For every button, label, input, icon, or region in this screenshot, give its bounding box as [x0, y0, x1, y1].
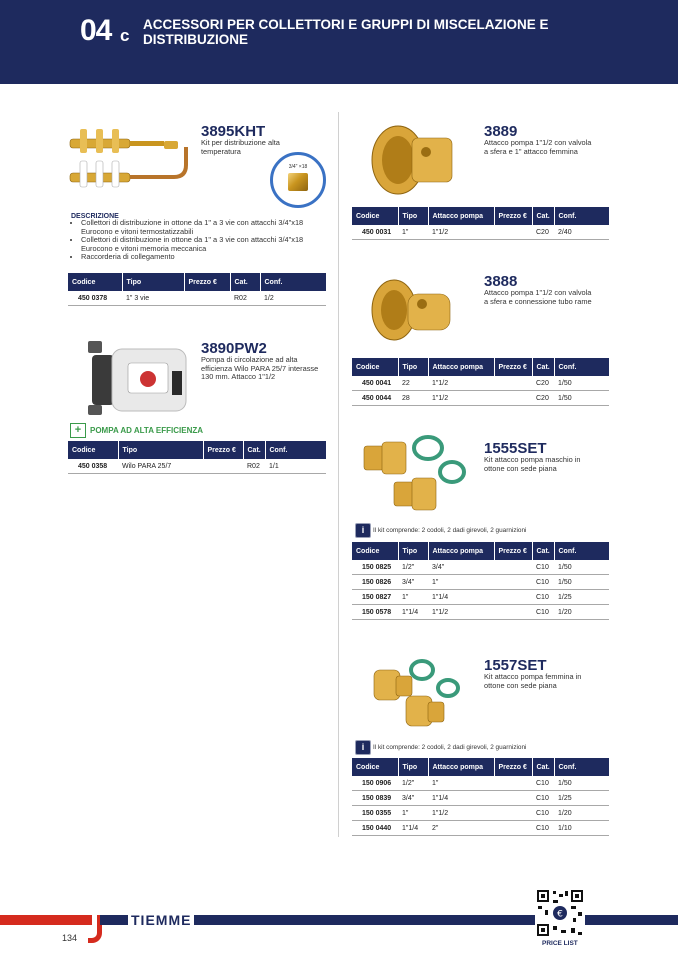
col-header: Cat.	[243, 441, 265, 459]
cell: 1"1/4	[428, 791, 494, 806]
cell	[494, 791, 532, 806]
cell: 1/20	[554, 605, 609, 620]
cell: C10	[532, 575, 554, 590]
product-code-3890pw2: 3890PW2	[201, 340, 267, 357]
cell: 1"1/2	[428, 376, 494, 391]
product-desc-3890pw2: Pompa di circolazione ad alta efficienza Wilo PARA 25/7 interasse 130 mm. Attacco 1"1/2	[201, 355, 319, 382]
cell: 1"	[398, 806, 428, 821]
table-row	[68, 459, 326, 474]
cell: 1/2	[260, 291, 326, 306]
table-3890pw2	[68, 441, 326, 474]
product-desc-1557set: Kit attacco pompa femmina in ottone con sede piana	[484, 672, 582, 690]
col-header: Prezzo €	[494, 758, 532, 776]
product-code-3888: 3888	[484, 273, 518, 290]
product-code-1555set: 1555SET	[484, 440, 547, 457]
cell: C20	[532, 225, 554, 240]
product-desc-3889: Attacco pompa 1"1/2 con valvola a sfera e 1" attacco femmina	[484, 138, 592, 156]
fitting-detail-badge	[270, 152, 326, 208]
cell: 150 0827	[352, 590, 398, 605]
cell: 1/1	[265, 459, 326, 474]
col-header: Attacco pompa	[428, 758, 494, 776]
col-header: Tipo	[398, 207, 428, 225]
col-header: Codice	[68, 441, 118, 459]
table-row	[352, 225, 609, 240]
male-union-kit-image	[358, 432, 473, 516]
badge-label: 3/4" ×18	[288, 164, 308, 170]
cell	[494, 391, 532, 406]
cell	[494, 575, 532, 590]
fitting-icon	[288, 173, 308, 191]
cell: C10	[532, 791, 554, 806]
table-3888	[352, 358, 609, 406]
col-header: Attacco pompa	[428, 542, 494, 560]
cell: 1"1/4	[428, 590, 494, 605]
cell: 1"1/4	[398, 821, 428, 836]
kit-note: Il kit comprende: 2 codoli, 2 dadi girevoli, 2 guarnizioni	[373, 527, 527, 534]
cell: 1/25	[554, 791, 609, 806]
female-union-kit-image	[368, 654, 473, 734]
cell: 1"	[428, 575, 494, 590]
cell: 1/50	[554, 376, 609, 391]
cell: C10	[532, 605, 554, 620]
col-header: Conf.	[554, 207, 609, 225]
table-3895kht	[68, 273, 326, 306]
cell: 450 0378	[68, 291, 122, 306]
cell: 1/2"	[398, 560, 428, 575]
cell: Wilo PARA 25/7	[118, 459, 203, 474]
col-header: Conf.	[260, 273, 326, 291]
details-list	[71, 219, 326, 262]
brand-logo: TIEMME	[128, 912, 194, 928]
cell: 1"1/2	[428, 806, 494, 821]
product-desc-3888: Attacco pompa 1"1/2 con valvola a sfera e connessione tubo rame	[484, 288, 592, 306]
cell	[494, 225, 532, 240]
cell	[494, 590, 532, 605]
info-icon: i	[355, 740, 371, 755]
table-row	[352, 391, 609, 406]
cell	[494, 560, 532, 575]
cell: C20	[532, 376, 554, 391]
product-code-3895kht: 3895KHT	[201, 123, 266, 140]
table-row	[352, 776, 609, 791]
efficiency-badge: POMPA AD ALTA EFFICIENZA	[90, 426, 204, 435]
cell: C10	[532, 560, 554, 575]
pump-valve-copper-image	[368, 272, 458, 350]
cell: 1"1/4	[398, 605, 428, 620]
col-header: Tipo	[398, 358, 428, 376]
cell: 1/50	[554, 391, 609, 406]
info-icon: i	[355, 523, 371, 538]
cell: 450 0041	[352, 376, 398, 391]
cell: 1"1/2	[428, 391, 494, 406]
cell: 150 0578	[352, 605, 398, 620]
cell: 150 0440	[352, 821, 398, 836]
cell: 2/40	[554, 225, 609, 240]
cell: 3/4"	[428, 560, 494, 575]
col-header: Conf.	[554, 758, 609, 776]
col-header: Attacco pompa	[428, 207, 494, 225]
table-1557set	[352, 758, 609, 836]
product-code-1557set: 1557SET	[484, 657, 547, 674]
qr-code[interactable]	[535, 888, 585, 938]
cell	[494, 806, 532, 821]
column-divider	[338, 112, 339, 837]
cell	[494, 821, 532, 836]
table-row	[352, 806, 609, 821]
cell: 150 0355	[352, 806, 398, 821]
table-3889	[352, 207, 609, 240]
col-header: Prezzo €	[494, 542, 532, 560]
cell: 1/20	[554, 806, 609, 821]
section-number: 04	[80, 14, 112, 47]
cell: 150 0826	[352, 575, 398, 590]
cell: 1/10	[554, 821, 609, 836]
cell: 3/4"	[398, 791, 428, 806]
cell: 150 0825	[352, 560, 398, 575]
svg-text:€: €	[557, 909, 563, 920]
cell: 1" 3 vie	[122, 291, 184, 306]
col-header: Conf.	[554, 358, 609, 376]
cell: 1"1/2	[428, 225, 494, 240]
section-letter: c	[120, 26, 130, 45]
cell: 450 0358	[68, 459, 118, 474]
cell: 1/2"	[398, 776, 428, 791]
col-header: Attacco pompa	[428, 358, 494, 376]
cell: 450 0031	[352, 225, 398, 240]
table-row	[352, 590, 609, 605]
cell: 28	[398, 391, 428, 406]
cell: 1"	[428, 776, 494, 791]
details-heading: DESCRIZIONE	[71, 213, 119, 220]
details-item: • Raccorderia di collegamento	[81, 253, 326, 262]
col-header: Cat.	[532, 542, 554, 560]
product-desc-1555set: Kit attacco pompa maschio in ottone con sede piana	[484, 455, 581, 473]
cell: C10	[532, 821, 554, 836]
table-row	[352, 376, 609, 391]
col-header: Cat.	[532, 207, 554, 225]
cell: R02	[230, 291, 260, 306]
col-header: Prezzo €	[203, 441, 243, 459]
cell: 1/50	[554, 560, 609, 575]
cell: 1/50	[554, 776, 609, 791]
cell: 3/4"	[398, 575, 428, 590]
col-header: Cat.	[532, 758, 554, 776]
table-row	[352, 605, 609, 620]
pump-valve-female-image	[368, 120, 458, 198]
col-header: Codice	[352, 542, 398, 560]
details-item: • Collettori di distribuzione in ottone da 1" a 3 vie con attacchi 3/4"x18 Eurocono e vitoni termostatizzabili	[81, 219, 326, 236]
col-header: Conf.	[265, 441, 326, 459]
cell: 1"	[398, 590, 428, 605]
cell: 2"	[428, 821, 494, 836]
details-item: • Collettori di distribuzione in ottone da 1" a 3 vie con attacchi 3/4"x18 Eurocono e vitoni memoria meccanica	[81, 236, 326, 253]
circulation-pump-image	[88, 335, 193, 417]
cell: 1"1/2	[428, 605, 494, 620]
table-row	[352, 791, 609, 806]
manifold-kit-image	[66, 125, 196, 195]
cell: C20	[532, 391, 554, 406]
col-header: Prezzo €	[494, 358, 532, 376]
price-list-label: PRICE LIST	[542, 940, 578, 947]
kit-note: Il kit comprende: 2 codoli, 2 dadi girevoli, 2 guarnizioni	[373, 744, 527, 751]
cell: C10	[532, 806, 554, 821]
col-header: Cat.	[532, 358, 554, 376]
cell: 450 0044	[352, 391, 398, 406]
efficiency-plus-icon: +	[70, 423, 86, 438]
col-header: Prezzo €	[184, 273, 230, 291]
col-header: Codice	[352, 207, 398, 225]
footer-red-stripe	[0, 915, 92, 925]
page-number: 134	[62, 933, 78, 943]
cell: 150 0906	[352, 776, 398, 791]
product-desc-3895kht: Kit per distribuzione alta temperatura	[201, 138, 280, 156]
col-header: Codice	[352, 758, 398, 776]
cell: 1"	[398, 225, 428, 240]
col-header: Tipo	[398, 758, 428, 776]
cell	[494, 605, 532, 620]
cell: 22	[398, 376, 428, 391]
cell: R02	[243, 459, 265, 474]
col-header: Cat.	[230, 273, 260, 291]
table-row	[68, 291, 326, 306]
col-header: Tipo	[398, 542, 428, 560]
col-header: Prezzo €	[494, 207, 532, 225]
section-title: ACCESSORI PER COLLETTORI E GRUPPI DI MISCELAZIONE E DISTRIBUZIONE	[143, 17, 549, 47]
cell	[184, 291, 230, 306]
col-header: Tipo	[118, 441, 203, 459]
col-header: Codice	[68, 273, 122, 291]
cell: C10	[532, 590, 554, 605]
cell: 1/50	[554, 575, 609, 590]
table-1555set	[352, 542, 609, 620]
table-row	[352, 575, 609, 590]
col-header: Conf.	[554, 542, 609, 560]
cell: 150 0839	[352, 791, 398, 806]
product-code-3889: 3889	[484, 123, 518, 140]
table-row	[352, 560, 609, 575]
cell: 1/25	[554, 590, 609, 605]
cell	[203, 459, 243, 474]
col-header: Tipo	[122, 273, 184, 291]
col-header: Codice	[352, 358, 398, 376]
cell	[494, 376, 532, 391]
table-row	[352, 821, 609, 836]
cell: C10	[532, 776, 554, 791]
cell	[494, 776, 532, 791]
